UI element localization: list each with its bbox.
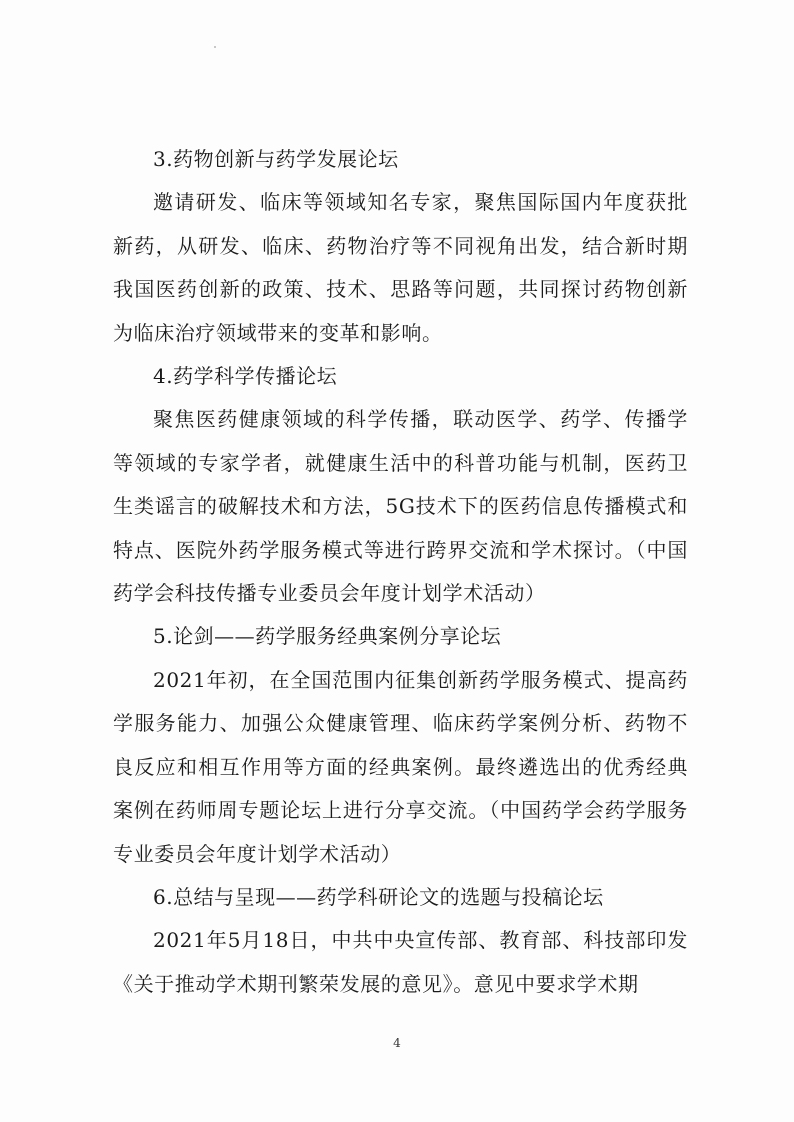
section-paragraph-6: 2021年5月18日，中共中央宣传部、教育部、科技部印发《关于推动学术期刊繁荣发展的意见》。意见中要求学术期 <box>113 928 688 996</box>
section-heading-6: 6.总结与呈现——药学科研论文的选题与投稿论坛 <box>153 884 604 909</box>
page-number: 4 <box>393 1036 401 1050</box>
section-heading-3: 3.药物创新与药学发展论坛 <box>153 147 399 171</box>
scan-speck <box>214 46 216 48</box>
section-paragraph-4: 聚焦医药健康领域的科学传播，联动医学、药学、传播学等领域的专家学者，就健康生活中的科普功能与机制，医药卫生类谣言的破解技术和方法，5G技术下的医药信息传播模式和特点、医院外药学服务模式等进行跨界交流和学术探讨。（中国药学会科技传播专业委员会年度计划学术活动） <box>113 407 688 606</box>
section-paragraph-3: 邀请研发、临床等领域知名专家，聚焦国际国内年度获批新药，从研发、临床、药物治疗等不同视角出发，结合新时期我国医药创新的政策、技术、思路等问题，共同探讨药物创新为临床治疗领域带来的变革和影响。 <box>113 190 688 345</box>
section-heading-5: 5.论剑——药学服务经典案例分享论坛 <box>153 624 502 649</box>
section-paragraph-5: 2021年初，在全国范围内征集创新药学服务模式、提高药学服务能力、加强公众健康管理、临床药学案例分析、药物不良反应和相互作用等方面的经典案例。最终遴选出的优秀经典案例在药师周专题论坛上进行分享交流。（中国药学会药学服务专业委员会年度计划学术活动） <box>113 667 688 866</box>
section-heading-4: 4.药学科学传播论坛 <box>153 364 338 389</box>
document-body <box>113 138 688 1006</box>
